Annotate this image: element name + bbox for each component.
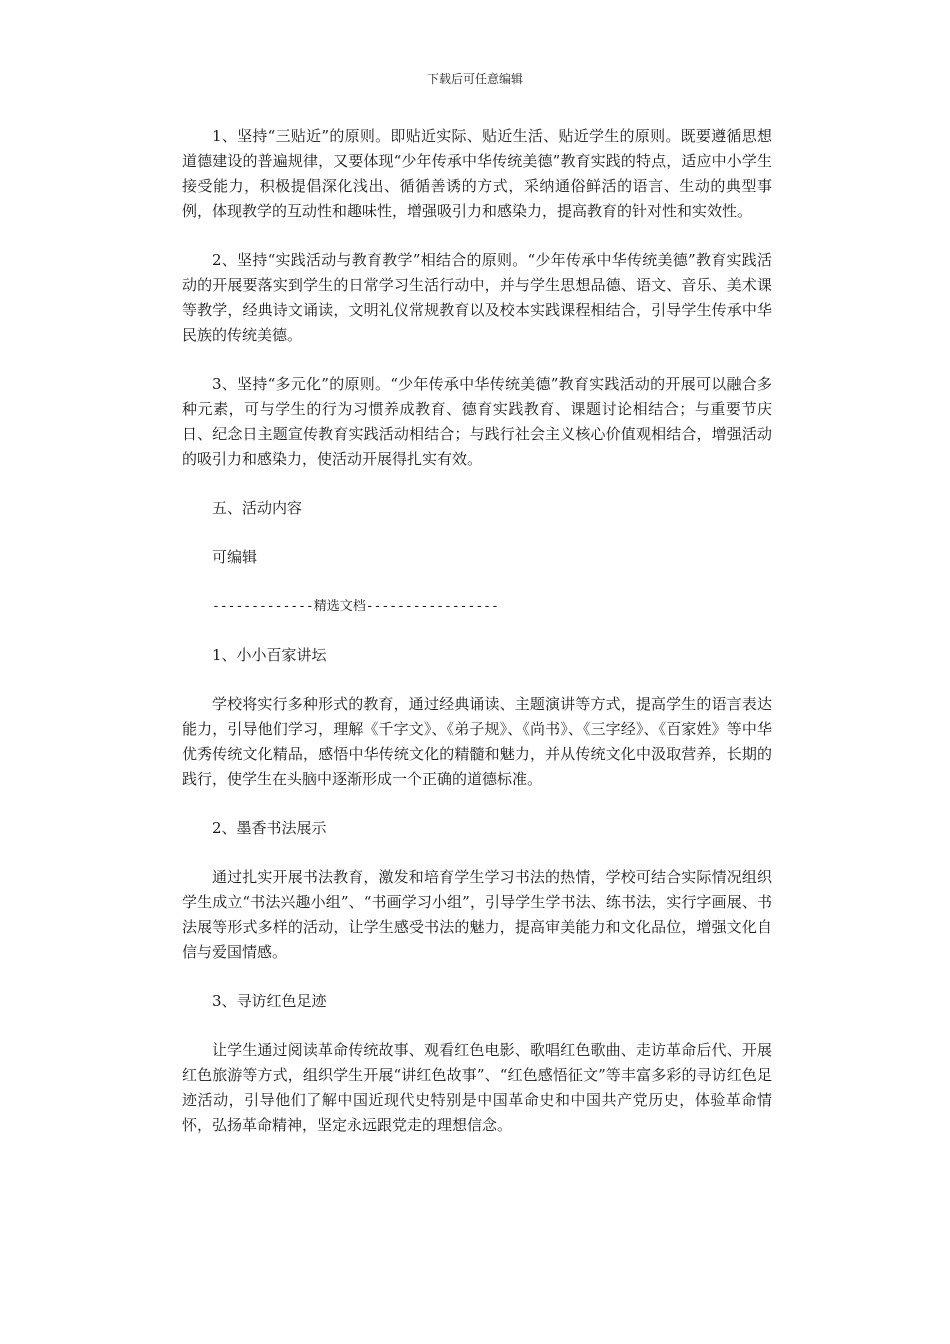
paragraph-principle-3: 3、坚持“多元化”的原则。“少年传承中华传统美德”教育实践活动的开展可以融合多种元素，可与学生的行为习惯养成教育、德育实践教育、课题讨论相结合；与重要节庆日、纪念日主题宣传教育实践活动相结合；与践行社会主义核心价值观相结合，增强活动的吸引力和感染力，使活动开展得扎实有效。	[182, 375, 772, 468]
item-1-title: 1、小小百家讲坛	[212, 646, 327, 664]
item-3-title: 3、寻访红色足迹	[212, 992, 327, 1010]
selected-document-divider: -------------精选文档-----------------	[212, 599, 499, 614]
paragraph-principle-1: 1、坚持“三贴近”的原则。即贴近实际、贴近生活、贴近学生的原则。既要遵循思想道德建设的普遍规律，又要体现“少年传承中华传统美德”教育实践的特点，适应中小学生接受能力，积极提倡深化浅出、循循善诱的方式，采纳通俗鲜活的语言、生动的典型事例，体现教学的互动性和趣味性，增强吸引力和感染力，提高教育的针对性和实效性。	[182, 127, 772, 220]
document-body	[182, 124, 772, 1162]
page-header: 下载后可任意编辑	[426, 72, 523, 86]
item-1-body: 学校将实行多种形式的教育，通过经典诵读、主题演讲等方式，提高学生的语言表达能力，引导他们学习，理解《千字文》、《弟子规》、《尚书》、《三字经》、《百家姓》等中华优秀传统文化精品，感悟中华传统文化的精髓和魅力，并从传统文化中汲取营养，长期的践行，使学生在头脑中逐渐形成一个正确的道德标准。	[182, 695, 772, 788]
paragraph-principle-2: 2、坚持“实践活动与教育教学”相结合的原则。“少年传承中华传统美德”教育实践活动的开展要落实到学生的日常学习生活行动中，并与学生思想品德、语文、音乐、美术课等教学，经典诗文诵读，文明礼仪常规教育以及校本实践课程相结合，引导学生传承中华民族的传统美德。	[182, 251, 772, 344]
item-2-title: 2、墨香书法展示	[212, 819, 327, 837]
editable-note: 可编辑	[212, 548, 258, 566]
item-2-body: 通过扎实开展书法教育，激发和培育学生学习书法的热情，学校可结合实际情况组织学生成立“书法兴趣小组”、“书画学习小组”，引导学生学书法、练书法，实行字画展、书法展等形式多样的活动，让学生感受书法的魅力，提高审美能力和文化品位，增强文化自信与爱国情感。	[182, 868, 772, 961]
item-3-body: 让学生通过阅读革命传统故事、观看红色电影、歌唱红色歌曲、走访革命后代、开展红色旅游等方式，组织学生开展“讲红色故事”、“红色感悟征文”等丰富多彩的寻访红色足迹活动，引导他们了解中国近现代史特别是中国革命史和中国共产党历史，体验革命情怀，弘扬革命精神，坚定永远跟党走的理想信念。	[182, 1041, 772, 1134]
section-heading-activity-content: 五、活动内容	[212, 499, 303, 517]
